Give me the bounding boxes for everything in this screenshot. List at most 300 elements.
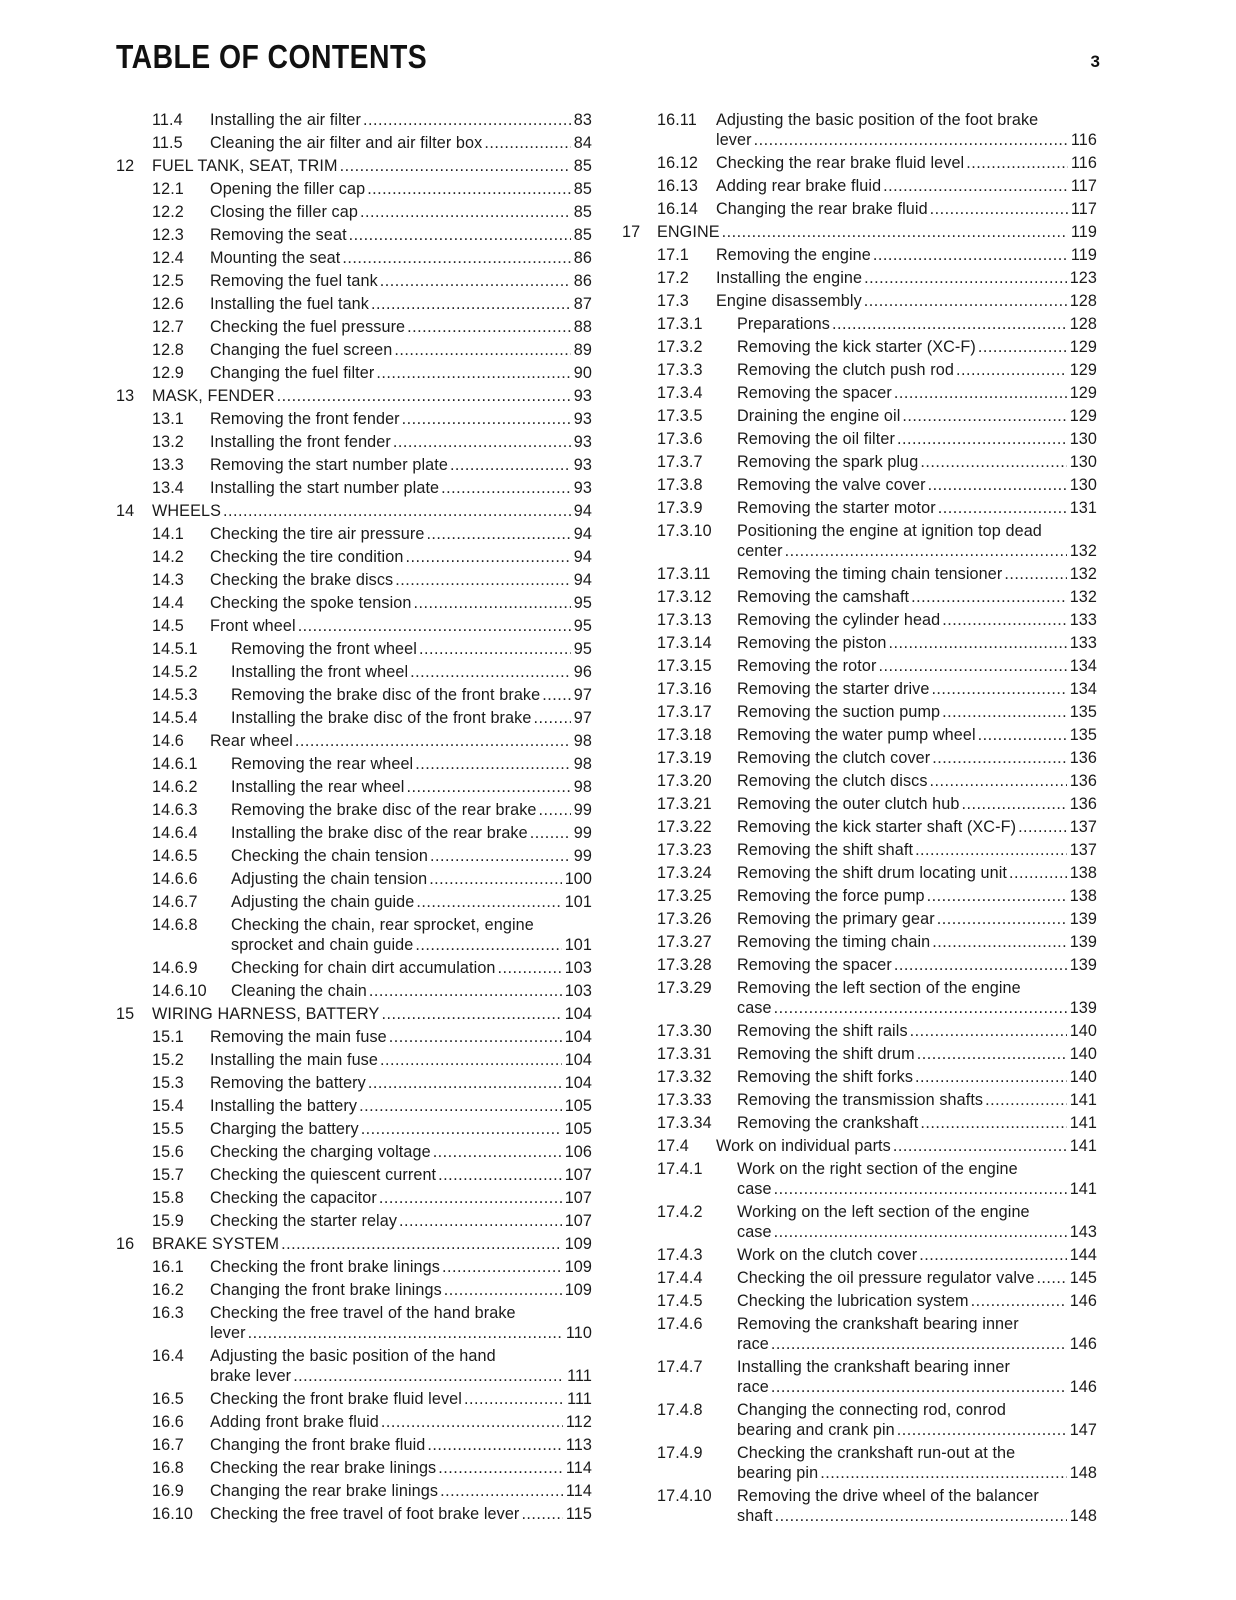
toc-entry[interactable]	[612, 473, 1212, 496]
toc-entry[interactable]	[0, 752, 600, 775]
toc-entry[interactable]	[0, 315, 600, 338]
toc-leader-dots	[937, 909, 1067, 929]
toc-page-number[interactable]: 147	[1069, 1420, 1097, 1439]
toc-entry-title: Removing the primary gear	[737, 909, 935, 928]
toc-entry[interactable]	[612, 358, 1212, 381]
toc-entry-body	[231, 754, 592, 774]
toc-page-number[interactable]: 130	[1069, 475, 1097, 494]
toc-page-number[interactable]: 98	[573, 731, 592, 750]
toc-page-number[interactable]: 93	[573, 386, 592, 405]
toc-entry[interactable]	[0, 430, 600, 453]
toc-leader-dots	[293, 1366, 564, 1386]
toc-page-number[interactable]: 141	[1069, 1179, 1097, 1198]
toc-entry[interactable]	[0, 499, 600, 522]
toc-page-number[interactable]: 140	[1069, 1021, 1097, 1040]
toc-entry-number: 12.7	[152, 317, 184, 336]
toc-entry-title: Removing the timing chain	[737, 932, 931, 951]
toc-entry[interactable]	[0, 476, 600, 499]
toc-entry[interactable]	[612, 243, 1212, 266]
toc-entry[interactable]	[612, 700, 1212, 723]
toc-entry-line	[210, 340, 592, 360]
toc-page-number[interactable]: 105	[564, 1119, 592, 1138]
toc-entry[interactable]	[612, 884, 1212, 907]
toc-entry[interactable]	[612, 151, 1212, 174]
toc-entry[interactable]	[0, 292, 600, 315]
toc-entry[interactable]	[612, 1243, 1212, 1266]
toc-page-number[interactable]: 132	[1069, 587, 1097, 606]
toc-page-number[interactable]: 141	[1069, 1090, 1097, 1109]
toc-entry-line	[152, 1004, 592, 1024]
toc-entry-body	[737, 429, 1097, 449]
toc-entry[interactable]	[612, 174, 1212, 197]
toc-page-number[interactable]: 139	[1069, 932, 1097, 951]
toc-page-number[interactable]: 111	[567, 1389, 592, 1408]
toc-entry[interactable]	[0, 591, 600, 614]
toc-page-number[interactable]: 87	[573, 294, 592, 313]
toc-entry-number: 13.2	[152, 432, 184, 451]
toc-page-number[interactable]: 107	[564, 1211, 592, 1230]
toc-entry-number: 11.4	[152, 110, 183, 129]
toc-page-number[interactable]: 137	[1069, 817, 1097, 836]
toc-page-number[interactable]: 85	[573, 225, 592, 244]
toc-entry[interactable]	[612, 1312, 1212, 1355]
toc-page-number[interactable]: 130	[1069, 429, 1097, 448]
toc-entry[interactable]	[0, 706, 600, 729]
toc-page-number[interactable]: 84	[573, 133, 592, 152]
toc-page-number[interactable]: 145	[1069, 1268, 1097, 1287]
toc-page-number[interactable]: 134	[1069, 679, 1097, 698]
toc-page-number[interactable]: 119	[1070, 245, 1097, 264]
toc-entry-body	[210, 202, 592, 222]
toc-page-number[interactable]: 101	[564, 892, 592, 911]
toc-entry-number: 16.11	[657, 110, 697, 129]
toc-entry-body	[210, 1481, 592, 1501]
toc-entry[interactable]	[0, 867, 600, 890]
toc-entry[interactable]	[612, 289, 1212, 312]
toc-entry-body	[210, 593, 592, 613]
toc-entry[interactable]	[0, 223, 600, 246]
toc-entry[interactable]	[0, 821, 600, 844]
toc-entry-body	[737, 1067, 1097, 1087]
toc-page-number[interactable]: 135	[1069, 725, 1097, 744]
toc-entry-number: 16.8	[152, 1458, 184, 1477]
toc-entry[interactable]	[0, 246, 600, 269]
toc-entry[interactable]	[0, 1025, 600, 1048]
toc-entry[interactable]	[0, 1301, 600, 1344]
toc-entry[interactable]	[612, 1088, 1212, 1111]
toc-entry[interactable]	[612, 907, 1212, 930]
toc-entry[interactable]	[0, 979, 600, 1002]
toc-page-number[interactable]: 104	[564, 1073, 592, 1092]
toc-entry[interactable]	[612, 1157, 1212, 1200]
toc-entry[interactable]	[612, 1355, 1212, 1398]
toc-entry-title: Installing the battery	[210, 1096, 358, 1115]
toc-page-number[interactable]: 139	[1069, 955, 1097, 974]
toc-page-number[interactable]: 138	[1069, 863, 1097, 882]
toc-entry-number: 15.8	[152, 1188, 184, 1207]
toc-entry[interactable]	[612, 220, 1212, 243]
toc-entry-number: 14.6.9	[152, 958, 198, 977]
toc-entry-line	[737, 840, 1097, 860]
toc-page-number[interactable]: 96	[573, 662, 592, 681]
toc-entry[interactable]	[612, 677, 1212, 700]
toc-page-number[interactable]: 115	[565, 1504, 592, 1523]
toc-entry[interactable]	[0, 1186, 600, 1209]
toc-entry-title: Removing the shift rails	[737, 1021, 908, 1040]
toc-entry[interactable]	[0, 1387, 600, 1410]
toc-entry[interactable]	[0, 1479, 600, 1502]
toc-page-number[interactable]: 104	[564, 1027, 592, 1046]
toc-page-number[interactable]: 146	[1069, 1377, 1097, 1396]
toc-page-number[interactable]: 85	[573, 179, 592, 198]
toc-entry-line	[716, 245, 1097, 265]
toc-entry[interactable]	[0, 729, 600, 752]
toc-entry-title: Removing the valve cover	[737, 475, 926, 494]
toc-page-number[interactable]: 148	[1069, 1506, 1097, 1525]
toc-entry-line	[210, 1211, 592, 1231]
toc-leader-dots	[419, 639, 571, 659]
toc-page-number[interactable]: 109	[564, 1234, 592, 1253]
toc-entry-line	[737, 1245, 1097, 1265]
toc-page-number[interactable]: 130	[1069, 452, 1097, 471]
toc-entry[interactable]	[612, 769, 1212, 792]
toc-entry[interactable]	[0, 614, 600, 637]
toc-page-number[interactable]: 111	[567, 1366, 592, 1385]
toc-entry[interactable]	[612, 1289, 1212, 1312]
toc-leader-dots	[380, 271, 571, 291]
toc-entry[interactable]	[612, 654, 1212, 677]
toc-entry[interactable]	[0, 1209, 600, 1232]
toc-page-number[interactable]: 141	[1069, 1113, 1097, 1132]
toc-page-number[interactable]: 143	[1069, 1222, 1097, 1241]
toc-page-number[interactable]: 140	[1069, 1067, 1097, 1086]
toc-page-number[interactable]: 128	[1069, 314, 1097, 333]
toc-entry[interactable]	[612, 519, 1212, 562]
toc-entry[interactable]	[612, 381, 1212, 404]
toc-leader-dots	[928, 475, 1067, 495]
toc-entry[interactable]	[612, 312, 1212, 335]
toc-entry[interactable]	[612, 266, 1212, 289]
toc-entry-body	[210, 547, 592, 567]
toc-entry-line	[210, 1412, 592, 1432]
toc-entry[interactable]	[612, 108, 1212, 151]
toc-page-number[interactable]: 139	[1069, 909, 1097, 928]
toc-entry-body	[210, 1119, 592, 1139]
toc-entry[interactable]	[612, 1441, 1212, 1484]
toc-entry-number: 17.4.1	[657, 1159, 703, 1178]
toc-entry[interactable]	[612, 1019, 1212, 1042]
toc-page-number[interactable]: 107	[564, 1188, 592, 1207]
toc-entry[interactable]	[0, 131, 600, 154]
toc-page-number[interactable]: 117	[1070, 199, 1097, 218]
toc-entry[interactable]	[0, 1255, 600, 1278]
toc-entry[interactable]	[0, 177, 600, 200]
toc-entry[interactable]	[0, 844, 600, 867]
toc-entry-title: Changing the front brake fluid	[210, 1435, 426, 1454]
toc-entry[interactable]	[0, 1232, 600, 1255]
toc-entry-line	[231, 935, 592, 955]
toc-page-number[interactable]: 107	[564, 1165, 592, 1184]
toc-entry[interactable]	[0, 890, 600, 913]
toc-entry[interactable]	[0, 154, 600, 177]
toc-entry[interactable]	[612, 1266, 1212, 1289]
toc-entry[interactable]	[612, 427, 1212, 450]
toc-entry-number: 14.6.10	[152, 981, 207, 1000]
toc-page-number[interactable]: 131	[1069, 498, 1097, 517]
toc-entry[interactable]	[612, 953, 1212, 976]
toc-entry-body	[210, 225, 592, 245]
toc-leader-dots	[248, 1323, 563, 1343]
toc-page-number[interactable]: 116	[1070, 153, 1097, 172]
toc-page-number[interactable]: 97	[573, 685, 592, 704]
toc-entry[interactable]	[0, 637, 600, 660]
toc-entry[interactable]	[0, 1456, 600, 1479]
toc-entry-title: Removing the rear wheel	[231, 754, 414, 773]
toc-entry-title: Checking the capacitor	[210, 1188, 377, 1207]
toc-entry[interactable]	[612, 335, 1212, 358]
toc-entry-title: Checking the starter relay	[210, 1211, 398, 1230]
toc-page-number[interactable]: 83	[573, 110, 592, 129]
toc-page-number[interactable]: 146	[1069, 1291, 1097, 1310]
toc-entry[interactable]	[612, 838, 1212, 861]
toc-page-number[interactable]: 136	[1069, 748, 1097, 767]
toc-entry-number: 17.3.4	[657, 383, 703, 402]
toc-page-number[interactable]: 114	[565, 1481, 592, 1500]
toc-entry[interactable]	[612, 496, 1212, 519]
toc-entry-number: 17.3.9	[657, 498, 703, 517]
toc-leader-dots	[427, 1435, 563, 1455]
toc-page-number[interactable]: 94	[573, 501, 592, 520]
toc-entry-title: Checking the free travel of the hand brake	[210, 1303, 516, 1322]
toc-leader-dots	[754, 130, 1068, 150]
toc-entry-title: Removing the clutch discs	[737, 771, 928, 790]
toc-leader-dots	[405, 547, 570, 567]
toc-page-number[interactable]: 99	[573, 823, 592, 842]
toc-entry[interactable]	[612, 631, 1212, 654]
toc-page-number[interactable]: 93	[573, 432, 592, 451]
toc-page-number[interactable]: 136	[1069, 794, 1097, 813]
toc-page-number[interactable]: 129	[1069, 337, 1097, 356]
toc-page-number[interactable]: 141	[1069, 1136, 1097, 1155]
toc-page-number[interactable]: 103	[564, 958, 592, 977]
toc-entry[interactable]	[0, 568, 600, 591]
toc-page-number[interactable]: 129	[1069, 406, 1097, 425]
toc-page-number[interactable]: 148	[1069, 1463, 1097, 1482]
toc-page-number[interactable]: 138	[1069, 886, 1097, 905]
toc-entry[interactable]	[612, 723, 1212, 746]
toc-page-number[interactable]: 99	[573, 800, 592, 819]
toc-entry[interactable]	[0, 798, 600, 821]
toc-entry[interactable]	[0, 1410, 600, 1433]
toc-page-number[interactable]: 95	[573, 639, 592, 658]
toc-page-number[interactable]: 89	[573, 340, 592, 359]
toc-page-number[interactable]: 94	[573, 570, 592, 589]
toc-page-number[interactable]: 136	[1069, 771, 1097, 790]
toc-entry[interactable]	[0, 522, 600, 545]
toc-page-number[interactable]: 105	[564, 1096, 592, 1115]
toc-entry[interactable]	[612, 562, 1212, 585]
toc-entry[interactable]	[612, 197, 1212, 220]
toc-page-number[interactable]: 146	[1069, 1334, 1097, 1353]
toc-entry-title: Changing the rear brake linings	[210, 1481, 439, 1500]
toc-entry[interactable]	[0, 1140, 600, 1163]
toc-page-number[interactable]: 113	[565, 1435, 592, 1454]
toc-entry-line	[716, 176, 1097, 196]
toc-entry[interactable]	[0, 660, 600, 683]
toc-entry-line	[716, 1136, 1097, 1156]
toc-entry-number: 17.3.25	[657, 886, 712, 905]
toc-leader-dots	[910, 1021, 1067, 1041]
toc-entry-number: 14.4	[152, 593, 184, 612]
toc-page-number[interactable]: 90	[573, 363, 592, 382]
toc-entry[interactable]	[612, 450, 1212, 473]
toc-entry-title: Checking the brake discs	[210, 570, 394, 589]
toc-entry[interactable]	[0, 683, 600, 706]
toc-entry[interactable]	[0, 407, 600, 430]
toc-page-number[interactable]: 85	[573, 156, 592, 175]
toc-entry-line	[210, 1257, 592, 1277]
toc-entry[interactable]	[0, 269, 600, 292]
toc-page-number[interactable]: 144	[1069, 1245, 1097, 1264]
toc-page-number[interactable]: 95	[573, 616, 592, 635]
toc-entry[interactable]	[0, 108, 600, 131]
toc-leader-dots	[956, 360, 1067, 380]
toc-page-number[interactable]: 97	[573, 708, 592, 727]
toc-entry[interactable]	[0, 384, 600, 407]
toc-entry[interactable]	[612, 585, 1212, 608]
toc-entry[interactable]	[612, 1042, 1212, 1065]
toc-entry-body	[737, 1021, 1097, 1041]
toc-page-number[interactable]: 88	[573, 317, 592, 336]
toc-entry[interactable]	[0, 1433, 600, 1456]
toc-page-number[interactable]: 86	[573, 248, 592, 267]
toc-page-number[interactable]: 132	[1069, 564, 1097, 583]
toc-entry[interactable]	[612, 1134, 1212, 1157]
toc-page-number[interactable]: 95	[573, 593, 592, 612]
toc-entry[interactable]	[0, 361, 600, 384]
toc-entry-title: Removing the timing chain tensioner	[737, 564, 1003, 583]
toc-page-number[interactable]: 133	[1069, 610, 1097, 629]
toc-page-number[interactable]: 93	[573, 409, 592, 428]
toc-page-number[interactable]: 85	[573, 202, 592, 221]
toc-page-number[interactable]: 93	[573, 478, 592, 497]
toc-page-number[interactable]: 94	[573, 547, 592, 566]
toc-entry[interactable]	[0, 1002, 600, 1025]
toc-entry[interactable]	[612, 1065, 1212, 1088]
toc-entry-title: Removing the crankshaft bearing inner	[737, 1314, 1019, 1333]
toc-entry[interactable]	[612, 861, 1212, 884]
toc-page-number[interactable]: 86	[573, 271, 592, 290]
toc-entry[interactable]	[612, 1111, 1212, 1134]
toc-entry-title: Removing the clutch push rod	[737, 360, 954, 379]
toc-entry-body	[210, 1504, 592, 1524]
toc-entry-number: 17.3.28	[657, 955, 712, 974]
toc-leader-dots	[888, 633, 1066, 653]
toc-entry[interactable]	[0, 775, 600, 798]
toc-page-number[interactable]: 140	[1069, 1044, 1097, 1063]
toc-page-number[interactable]: 104	[564, 1050, 592, 1069]
toc-page-number[interactable]: 139	[1069, 998, 1097, 1017]
toc-page-number[interactable]: 132	[1069, 541, 1097, 560]
toc-entry-number: 17.3.15	[657, 656, 712, 675]
toc-entry[interactable]	[612, 930, 1212, 953]
toc-page-number[interactable]: 98	[573, 754, 592, 773]
toc-entry[interactable]	[0, 1117, 600, 1140]
toc-entry[interactable]	[612, 608, 1212, 631]
toc-page-number[interactable]: 109	[564, 1280, 592, 1299]
toc-entry[interactable]	[612, 792, 1212, 815]
toc-page-number[interactable]: 94	[573, 524, 592, 543]
toc-entry[interactable]	[612, 1398, 1212, 1441]
toc-entry-title-continuation: race	[737, 1377, 769, 1396]
toc-entry-body	[231, 777, 592, 797]
toc-entry-line	[716, 153, 1097, 173]
toc-page-number[interactable]: 100	[564, 869, 592, 888]
toc-page-number[interactable]: 109	[564, 1257, 592, 1276]
toc-page-number[interactable]: 123	[1069, 268, 1097, 287]
toc-entry[interactable]	[0, 1071, 600, 1094]
toc-page-number[interactable]: 128	[1069, 291, 1097, 310]
toc-page-number[interactable]: 110	[565, 1323, 592, 1342]
toc-entry[interactable]	[612, 1484, 1212, 1527]
toc-page-number[interactable]: 114	[565, 1458, 592, 1477]
toc-page-number[interactable]: 135	[1069, 702, 1097, 721]
toc-page-number[interactable]: 101	[564, 935, 592, 954]
toc-entry[interactable]	[0, 545, 600, 568]
toc-entry-body	[737, 817, 1097, 837]
toc-page-number[interactable]: 129	[1069, 383, 1097, 402]
toc-entry[interactable]	[612, 976, 1212, 1019]
toc-entry-body	[737, 1486, 1097, 1526]
toc-page-number[interactable]: 99	[573, 846, 592, 865]
toc-entry[interactable]	[0, 1278, 600, 1301]
toc-page-number[interactable]: 116	[1070, 130, 1097, 149]
toc-page-number[interactable]: 119	[1070, 222, 1097, 241]
toc-page-number[interactable]: 112	[565, 1412, 592, 1431]
toc-page-number[interactable]: 98	[573, 777, 592, 796]
toc-leader-dots	[542, 685, 571, 705]
toc-page-number[interactable]: 93	[573, 455, 592, 474]
toc-page-number[interactable]: 133	[1069, 633, 1097, 652]
toc-entry[interactable]	[0, 1094, 600, 1117]
toc-entry[interactable]	[0, 200, 600, 223]
toc-leader-dots	[444, 1280, 562, 1300]
toc-entry[interactable]	[612, 1200, 1212, 1243]
toc-entry[interactable]	[0, 453, 600, 476]
toc-entry[interactable]	[0, 913, 600, 956]
toc-page-number[interactable]: 117	[1070, 176, 1097, 195]
toc-entry[interactable]	[0, 1502, 600, 1525]
toc-entry-number: 16.5	[152, 1389, 184, 1408]
toc-entry[interactable]	[0, 1163, 600, 1186]
toc-page-number[interactable]: 103	[564, 981, 592, 1000]
toc-entry[interactable]	[612, 404, 1212, 427]
toc-entry-title: Removing the shift drum	[737, 1044, 915, 1063]
toc-entry[interactable]	[0, 1048, 600, 1071]
toc-entry-line	[210, 294, 592, 314]
toc-entry[interactable]	[612, 746, 1212, 769]
toc-entry[interactable]	[612, 815, 1212, 838]
toc-entry[interactable]	[0, 1344, 600, 1387]
toc-entry-title: Mounting the seat	[210, 248, 341, 267]
toc-page-number[interactable]: 106	[564, 1142, 592, 1161]
toc-page-number[interactable]: 137	[1069, 840, 1097, 859]
toc-page-number[interactable]: 134	[1069, 656, 1097, 675]
toc-entry[interactable]	[0, 956, 600, 979]
toc-page-number[interactable]: 104	[564, 1004, 592, 1023]
toc-page-number[interactable]: 129	[1069, 360, 1097, 379]
toc-entry[interactable]	[0, 338, 600, 361]
